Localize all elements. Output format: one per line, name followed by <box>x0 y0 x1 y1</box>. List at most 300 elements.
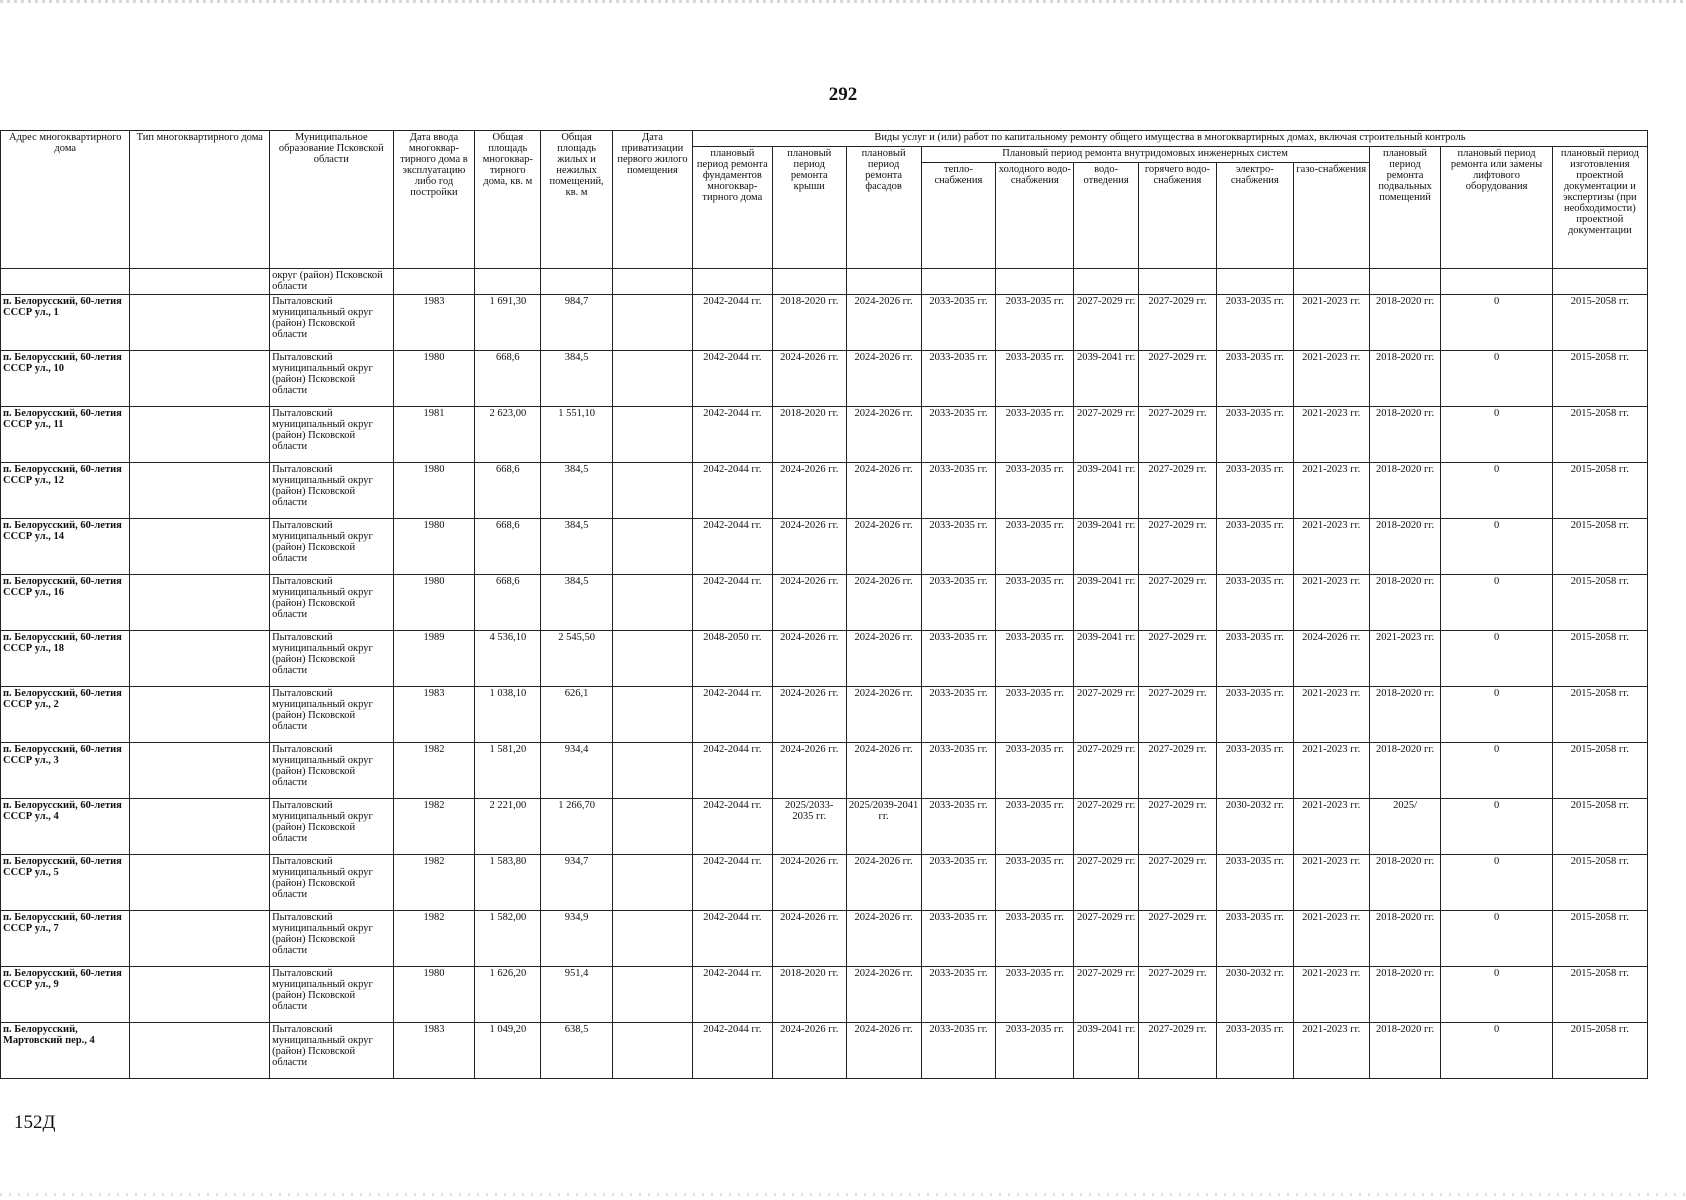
cell-design-docs: 2015-2058 гг. <box>1552 631 1647 687</box>
cell-gas: 2021-2023 гг. <box>1293 687 1369 743</box>
cell-roof: 2024-2026 гг. <box>772 575 846 631</box>
cell-facade: 2025/2039-2041 гг. <box>846 799 921 855</box>
cell-address: п. Белорусский, 60-летия СССР ул., 10 <box>1 351 130 407</box>
cell-municipality: Пыталовский муниципальный округ (район) Псковской области <box>270 855 393 911</box>
cell-foundation: 2042-2044 гг. <box>692 463 772 519</box>
cell-total-area: 1 626,20 <box>475 967 541 1023</box>
cell-address: п. Белорусский, 60-летия СССР ул., 12 <box>1 463 130 519</box>
cell-type <box>130 407 270 463</box>
cell-hot-water: 2027-2029 гг. <box>1139 743 1217 799</box>
cell-roof: 2024-2026 гг. <box>772 687 846 743</box>
cell-elevator: 0 <box>1441 295 1552 351</box>
cell-gas: 2021-2023 гг. <box>1293 575 1369 631</box>
cell-living-area: 384,5 <box>541 519 613 575</box>
cell-elevator: 0 <box>1441 631 1552 687</box>
cell-design-docs: 2015-2058 гг. <box>1552 967 1647 1023</box>
cell-municipality: Пыталовский муниципальный округ (район) Псковской области <box>270 575 393 631</box>
cell-facade: 2024-2026 гг. <box>846 351 921 407</box>
cell-municipality: Пыталовский муниципальный округ (район) Псковской области <box>270 687 393 743</box>
cell-basement: 2018-2020 гг. <box>1369 575 1441 631</box>
header-design-docs: плановый период изготовления проектной документации и экспертизы (при необходимости) проектной документации <box>1552 147 1647 269</box>
cell-heat: 2033-2035 гг. <box>921 575 996 631</box>
cell-basement: 2018-2020 гг. <box>1369 967 1441 1023</box>
cell-total-area: 1 583,80 <box>475 855 541 911</box>
cell-type <box>130 351 270 407</box>
cell-cold-water: 2033-2035 гг. <box>996 351 1074 407</box>
cell-living-area: 384,5 <box>541 463 613 519</box>
cell-electric: 2033-2035 гг. <box>1216 1023 1293 1079</box>
cell-heat: 2033-2035 гг. <box>921 519 996 575</box>
cell-roof: 2018-2020 гг. <box>772 295 846 351</box>
cell-year: 1983 <box>393 687 475 743</box>
cell-cold-water: 2033-2035 гг. <box>996 519 1074 575</box>
cell-municipality: Пыталовский муниципальный округ (район) Псковской области <box>270 463 393 519</box>
cell-living-area: 1 266,70 <box>541 799 613 855</box>
cell-address: п. Белорусский, 60-летия СССР ул., 14 <box>1 519 130 575</box>
cell-privatization-date <box>613 799 693 855</box>
cell-cold-water: 2033-2035 гг. <box>996 575 1074 631</box>
cell-privatization-date <box>613 295 693 351</box>
cell-heat: 2033-2035 гг. <box>921 407 996 463</box>
cell-type <box>130 799 270 855</box>
cell-facade: 2024-2026 гг. <box>846 295 921 351</box>
table-row <box>1 295 1648 351</box>
cell-electric: 2033-2035 гг. <box>1216 855 1293 911</box>
cell-privatization-date <box>613 351 693 407</box>
header-privatization-date: Дата приватизации первого жилого помещения <box>613 131 693 269</box>
header-date-commission: Дата ввода многоквар-тирного дома в эксплуатацию либо год постройки <box>393 131 475 269</box>
cell-sewer: 2039-2041 гг. <box>1074 463 1139 519</box>
cell-year: 1980 <box>393 463 475 519</box>
cell-basement: 2018-2020 гг. <box>1369 351 1441 407</box>
cell-gas: 2024-2026 гг. <box>1293 631 1369 687</box>
cell-heat: 2033-2035 гг. <box>921 855 996 911</box>
cell-sewer: 2027-2029 гг. <box>1074 799 1139 855</box>
cell-heat: 2033-2035 гг. <box>921 1023 996 1079</box>
cell-hot-water: 2027-2029 гг. <box>1139 855 1217 911</box>
cell-type <box>130 855 270 911</box>
cell-hot-water: 2027-2029 гг. <box>1139 351 1217 407</box>
cell-hot-water: 2027-2029 гг. <box>1139 575 1217 631</box>
table-row <box>1 967 1648 1023</box>
header-roof: плановый период ремонта крыши <box>772 147 846 269</box>
cell-sewer: 2027-2029 гг. <box>1074 295 1139 351</box>
cell-design-docs: 2015-2058 гг. <box>1552 519 1647 575</box>
cell-total-area: 1 038,10 <box>475 687 541 743</box>
cell-heat: 2033-2035 гг. <box>921 799 996 855</box>
cell-roof: 2024-2026 гг. <box>772 743 846 799</box>
cell-address: п. Белорусский, 60-летия СССР ул., 3 <box>1 743 130 799</box>
cell-gas: 2021-2023 гг. <box>1293 407 1369 463</box>
cell-total-area: 2 623,00 <box>475 407 541 463</box>
table-row <box>1 687 1648 743</box>
cell-foundation: 2042-2044 гг. <box>692 911 772 967</box>
cell-foundation: 2042-2044 гг. <box>692 967 772 1023</box>
cell-year: 1982 <box>393 855 475 911</box>
cell-foundation: 2042-2044 гг. <box>692 407 772 463</box>
table-row <box>1 407 1648 463</box>
cell-foundation: 2042-2044 гг. <box>692 575 772 631</box>
cell-year: 1982 <box>393 799 475 855</box>
cell-design-docs: 2015-2058 гг. <box>1552 687 1647 743</box>
cell-year: 1980 <box>393 967 475 1023</box>
cell-elevator: 0 <box>1441 911 1552 967</box>
cell-electric: 2033-2035 гг. <box>1216 911 1293 967</box>
cell-address: п. Белорусский, 60-летия СССР ул., 16 <box>1 575 130 631</box>
cell-address: п. Белорусский, 60-летия СССР ул., 1 <box>1 295 130 351</box>
cell-design-docs: 2015-2058 гг. <box>1552 295 1647 351</box>
cell-electric: 2033-2035 гг. <box>1216 407 1293 463</box>
table-row <box>1 519 1648 575</box>
cell-heat: 2033-2035 гг. <box>921 295 996 351</box>
cell-elevator: 0 <box>1441 743 1552 799</box>
cell-gas: 2021-2023 гг. <box>1293 519 1369 575</box>
cell-total-area: 1 581,20 <box>475 743 541 799</box>
cell-type <box>130 1023 270 1079</box>
cell-elevator: 0 <box>1441 799 1552 855</box>
table-row <box>1 1023 1648 1079</box>
table-row <box>1 855 1648 911</box>
cell-basement: 2018-2020 гг. <box>1369 911 1441 967</box>
cell-type <box>130 687 270 743</box>
cell-foundation: 2042-2044 гг. <box>692 351 772 407</box>
cell-basement: 2018-2020 гг. <box>1369 407 1441 463</box>
cell-privatization-date <box>613 1023 693 1079</box>
cell-address: п. Белорусский, 60-летия СССР ул., 18 <box>1 631 130 687</box>
cell-roof: 2024-2026 гг. <box>772 855 846 911</box>
cell-type <box>130 575 270 631</box>
cell-gas: 2021-2023 гг. <box>1293 799 1369 855</box>
cell-sewer: 2039-2041 гг. <box>1074 631 1139 687</box>
header-foundation: плановый период ремонта фундаментов многоквар-тирного дома <box>692 147 772 269</box>
header-municipality: Муниципальное образование Псковской области <box>270 131 393 269</box>
cell-year: 1983 <box>393 295 475 351</box>
cell-electric: 2030-2032 гг. <box>1216 799 1293 855</box>
cell-year: 1980 <box>393 575 475 631</box>
cell-gas: 2021-2023 гг. <box>1293 351 1369 407</box>
cell-hot-water: 2027-2029 гг. <box>1139 407 1217 463</box>
header-systems-group: Плановый период ремонта внутридомовых инженерных систем <box>921 147 1369 163</box>
header-type: Тип многоквартирного дома <box>130 131 270 269</box>
table-header <box>1 131 1648 269</box>
cell-year: 1980 <box>393 351 475 407</box>
scan-edge-top <box>0 0 1686 3</box>
cell-electric: 2033-2035 гг. <box>1216 687 1293 743</box>
cell-cold-water: 2033-2035 гг. <box>996 407 1074 463</box>
cell-basement: 2018-2020 гг. <box>1369 463 1441 519</box>
cell-basement: 2018-2020 гг. <box>1369 295 1441 351</box>
cell-foundation: 2042-2044 гг. <box>692 687 772 743</box>
cell-design-docs: 2015-2058 гг. <box>1552 407 1647 463</box>
cell-cold-water: 2033-2035 гг. <box>996 799 1074 855</box>
table-row <box>1 911 1648 967</box>
cell-living-area: 934,7 <box>541 855 613 911</box>
cell-elevator: 0 <box>1441 855 1552 911</box>
cell-basement: 2018-2020 гг. <box>1369 687 1441 743</box>
cell-privatization-date <box>613 631 693 687</box>
cell-electric: 2033-2035 гг. <box>1216 519 1293 575</box>
cell-sewer: 2027-2029 гг. <box>1074 687 1139 743</box>
cell-hot-water: 2027-2029 гг. <box>1139 295 1217 351</box>
cell-year: 1989 <box>393 631 475 687</box>
cell-living-area: 2 545,50 <box>541 631 613 687</box>
cell-municipality: Пыталовский муниципальный округ (район) Псковской области <box>270 631 393 687</box>
cell-heat: 2033-2035 гг. <box>921 463 996 519</box>
cell-privatization-date <box>613 967 693 1023</box>
cell-privatization-date <box>613 743 693 799</box>
cell-municipality: Пыталовский муниципальный округ (район) Псковской области <box>270 407 393 463</box>
cell-type <box>130 743 270 799</box>
cell-address: п. Белорусский, 60-летия СССР ул., 4 <box>1 799 130 855</box>
cell-total-area: 668,6 <box>475 575 541 631</box>
cell-foundation: 2042-2044 гг. <box>692 519 772 575</box>
table-row <box>1 631 1648 687</box>
cell-basement: 2021-2023 гг. <box>1369 631 1441 687</box>
cell-facade: 2024-2026 гг. <box>846 855 921 911</box>
cell-year: 1983 <box>393 1023 475 1079</box>
cell-living-area: 934,4 <box>541 743 613 799</box>
cell-living-area: 951,4 <box>541 967 613 1023</box>
cell-type <box>130 295 270 351</box>
header-total-area: Общая площадь многоквар-тирного дома, кв. м <box>475 131 541 269</box>
table-row <box>1 575 1648 631</box>
header-hot-water: горячего водо-снабжения <box>1139 163 1217 269</box>
cell-municipality: Пыталовский муниципальный округ (район) Псковской области <box>270 295 393 351</box>
cell-elevator: 0 <box>1441 519 1552 575</box>
cell-privatization-date <box>613 575 693 631</box>
cell-sewer: 2039-2041 гг. <box>1074 1023 1139 1079</box>
cell-roof: 2024-2026 гг. <box>772 911 846 967</box>
cell-facade: 2024-2026 гг. <box>846 967 921 1023</box>
cell-design-docs: 2015-2058 гг. <box>1552 575 1647 631</box>
header-electric: электро-снабжения <box>1216 163 1293 269</box>
cell-cold-water: 2033-2035 гг. <box>996 1023 1074 1079</box>
cell-facade: 2024-2026 гг. <box>846 687 921 743</box>
footer-code: 152Д <box>14 1112 56 1133</box>
cell-basement: 2018-2020 гг. <box>1369 855 1441 911</box>
cell-foundation: 2042-2044 гг. <box>692 799 772 855</box>
table-row <box>1 463 1648 519</box>
cell-total-area: 1 691,30 <box>475 295 541 351</box>
cell-elevator: 0 <box>1441 463 1552 519</box>
cell-cold-water: 2033-2035 гг. <box>996 855 1074 911</box>
cell-heat: 2033-2035 гг. <box>921 351 996 407</box>
cell-roof: 2024-2026 гг. <box>772 463 846 519</box>
cell-total-area: 668,6 <box>475 463 541 519</box>
cell-electric: 2033-2035 гг. <box>1216 743 1293 799</box>
cell-type <box>130 463 270 519</box>
cell-address: п. Белорусский, Мартовский пер., 4 <box>1 1023 130 1079</box>
cell-hot-water: 2027-2029 гг. <box>1139 631 1217 687</box>
header-heat: тепло-снабжения <box>921 163 996 269</box>
cell-elevator: 0 <box>1441 407 1552 463</box>
cell-basement: 2025/ <box>1369 799 1441 855</box>
cell-gas: 2021-2023 гг. <box>1293 911 1369 967</box>
cell-facade: 2024-2026 гг. <box>846 1023 921 1079</box>
cell-sewer: 2039-2041 гг. <box>1074 575 1139 631</box>
cell-electric: 2030-2032 гг. <box>1216 967 1293 1023</box>
cell-roof: 2025/2033-2035 гг. <box>772 799 846 855</box>
page-number: 292 <box>828 84 858 105</box>
cell-electric: 2033-2035 гг. <box>1216 295 1293 351</box>
scan-edge-bottom <box>0 1193 1686 1196</box>
cell-design-docs: 2015-2058 гг. <box>1552 799 1647 855</box>
cell-cold-water: 2033-2035 гг. <box>996 911 1074 967</box>
cell-cold-water: 2033-2035 гг. <box>996 463 1074 519</box>
cell-roof: 2024-2026 гг. <box>772 351 846 407</box>
cell-living-area: 638,5 <box>541 1023 613 1079</box>
cell-municipality: Пыталовский муниципальный округ (район) Псковской области <box>270 799 393 855</box>
cell-design-docs: 2015-2058 гг. <box>1552 463 1647 519</box>
cell-gas: 2021-2023 гг. <box>1293 967 1369 1023</box>
cell-hot-water: 2027-2029 гг. <box>1139 519 1217 575</box>
cell-sewer: 2039-2041 гг. <box>1074 519 1139 575</box>
cell-cold-water: 2033-2035 гг. <box>996 967 1074 1023</box>
cell-year: 1981 <box>393 407 475 463</box>
cell-facade: 2024-2026 гг. <box>846 407 921 463</box>
cell-sewer: 2027-2029 гг. <box>1074 743 1139 799</box>
cell-basement: 2018-2020 гг. <box>1369 743 1441 799</box>
continuation-row <box>1 269 1648 295</box>
cell-privatization-date <box>613 519 693 575</box>
cell-gas: 2021-2023 гг. <box>1293 463 1369 519</box>
cell-living-area: 626,1 <box>541 687 613 743</box>
cell-foundation: 2048-2050 гг. <box>692 631 772 687</box>
header-cold-water: холодного водо-снабжения <box>996 163 1074 269</box>
cell-heat: 2033-2035 гг. <box>921 743 996 799</box>
cell-electric: 2033-2035 гг. <box>1216 631 1293 687</box>
cell-foundation: 2042-2044 гг. <box>692 1023 772 1079</box>
cell-type <box>130 911 270 967</box>
cell-heat: 2033-2035 гг. <box>921 911 996 967</box>
cell-cold-water: 2033-2035 гг. <box>996 631 1074 687</box>
cell-heat: 2033-2035 гг. <box>921 687 996 743</box>
cell-total-area: 668,6 <box>475 351 541 407</box>
cell-elevator: 0 <box>1441 967 1552 1023</box>
cell-roof: 2024-2026 гг. <box>772 631 846 687</box>
cell-municipality: Пыталовский муниципальный округ (район) Псковской области <box>270 967 393 1023</box>
cell-facade: 2024-2026 гг. <box>846 575 921 631</box>
cell-roof: 2024-2026 гг. <box>772 519 846 575</box>
cell-type <box>130 631 270 687</box>
cell-roof: 2024-2026 гг. <box>772 1023 846 1079</box>
cell-privatization-date <box>613 463 693 519</box>
cell-basement: 2018-2020 гг. <box>1369 519 1441 575</box>
cell-sewer: 2027-2029 гг. <box>1074 911 1139 967</box>
cell-foundation: 2042-2044 гг. <box>692 855 772 911</box>
cell-address: п. Белорусский, 60-летия СССР ул., 5 <box>1 855 130 911</box>
cell-heat: 2033-2035 гг. <box>921 967 996 1023</box>
cell-hot-water: 2027-2029 гг. <box>1139 967 1217 1023</box>
cell-municipality: Пыталовский муниципальный округ (район) Псковской области <box>270 743 393 799</box>
header-elevator: плановый период ремонта или замены лифтового оборудования <box>1441 147 1552 269</box>
cell-elevator: 0 <box>1441 687 1552 743</box>
cell-type <box>130 519 270 575</box>
cell-sewer: 2027-2029 гг. <box>1074 967 1139 1023</box>
cell-foundation: 2042-2044 гг. <box>692 295 772 351</box>
cell-heat: 2033-2035 гг. <box>921 631 996 687</box>
table-body <box>1 269 1648 1079</box>
cell-total-area: 1 582,00 <box>475 911 541 967</box>
cell-sewer: 2039-2041 гг. <box>1074 351 1139 407</box>
cell-address: п. Белорусский, 60-летия СССР ул., 9 <box>1 967 130 1023</box>
cell-elevator: 0 <box>1441 575 1552 631</box>
header-living-area: Общая площадь жилых и нежилых помещений, кв. м <box>541 131 613 269</box>
cell-electric: 2033-2035 гг. <box>1216 351 1293 407</box>
cell-municipality: Пыталовский муниципальный округ (район) Псковской области <box>270 1023 393 1079</box>
cell-sewer: 2027-2029 гг. <box>1074 855 1139 911</box>
continuation-municipality: округ (район) Псковской области <box>270 269 393 295</box>
cell-hot-water: 2027-2029 гг. <box>1139 463 1217 519</box>
cell-gas: 2021-2023 гг. <box>1293 855 1369 911</box>
cell-electric: 2033-2035 гг. <box>1216 575 1293 631</box>
cell-facade: 2024-2026 гг. <box>846 631 921 687</box>
table-row <box>1 351 1648 407</box>
cell-elevator: 0 <box>1441 351 1552 407</box>
cell-total-area: 4 536,10 <box>475 631 541 687</box>
cell-design-docs: 2015-2058 гг. <box>1552 351 1647 407</box>
cell-hot-water: 2027-2029 гг. <box>1139 687 1217 743</box>
cell-municipality: Пыталовский муниципальный округ (район) Псковской области <box>270 911 393 967</box>
cell-design-docs: 2015-2058 гг. <box>1552 1023 1647 1079</box>
cell-cold-water: 2033-2035 гг. <box>996 743 1074 799</box>
cell-gas: 2021-2023 гг. <box>1293 1023 1369 1079</box>
cell-facade: 2024-2026 гг. <box>846 911 921 967</box>
cell-elevator: 0 <box>1441 1023 1552 1079</box>
cell-type <box>130 967 270 1023</box>
cell-facade: 2024-2026 гг. <box>846 743 921 799</box>
cell-sewer: 2027-2029 гг. <box>1074 407 1139 463</box>
cell-address: п. Белорусский, 60-летия СССР ул., 2 <box>1 687 130 743</box>
header-sewer: водо-отведения <box>1074 163 1139 269</box>
cell-electric: 2033-2035 гг. <box>1216 463 1293 519</box>
cell-total-area: 668,6 <box>475 519 541 575</box>
cell-living-area: 934,9 <box>541 911 613 967</box>
cell-living-area: 384,5 <box>541 351 613 407</box>
cell-hot-water: 2027-2029 гг. <box>1139 1023 1217 1079</box>
table-row <box>1 743 1648 799</box>
cell-total-area: 1 049,20 <box>475 1023 541 1079</box>
header-basement: плановый период ремонта подвальных помещений <box>1369 147 1441 269</box>
table-row <box>1 799 1648 855</box>
cell-living-area: 984,7 <box>541 295 613 351</box>
cell-privatization-date <box>613 407 693 463</box>
cell-municipality: Пыталовский муниципальный округ (район) Псковской области <box>270 519 393 575</box>
cell-living-area: 384,5 <box>541 575 613 631</box>
cell-gas: 2021-2023 гг. <box>1293 743 1369 799</box>
cell-cold-water: 2033-2035 гг. <box>996 295 1074 351</box>
cell-facade: 2024-2026 гг. <box>846 463 921 519</box>
cell-year: 1980 <box>393 519 475 575</box>
cell-year: 1982 <box>393 911 475 967</box>
cell-address: п. Белорусский, 60-летия СССР ул., 11 <box>1 407 130 463</box>
header-address: Адрес многоквартирного дома <box>1 131 130 269</box>
header-facade: плановый период ремонта фасадов <box>846 147 921 269</box>
cell-hot-water: 2027-2029 гг. <box>1139 911 1217 967</box>
repair-schedule-table <box>0 130 1648 1079</box>
cell-privatization-date <box>613 855 693 911</box>
cell-privatization-date <box>613 911 693 967</box>
cell-cold-water: 2033-2035 гг. <box>996 687 1074 743</box>
cell-roof: 2018-2020 гг. <box>772 407 846 463</box>
header-works-group: Виды услуг и (или) работ по капитальному ремонту общего имущества в многоквартирных домах, включая строительный контроль <box>692 131 1647 147</box>
cell-roof: 2018-2020 гг. <box>772 967 846 1023</box>
cell-address: п. Белорусский, 60-летия СССР ул., 7 <box>1 911 130 967</box>
cell-total-area: 2 221,00 <box>475 799 541 855</box>
cell-hot-water: 2027-2029 гг. <box>1139 799 1217 855</box>
cell-facade: 2024-2026 гг. <box>846 519 921 575</box>
cell-basement: 2018-2020 гг. <box>1369 1023 1441 1079</box>
